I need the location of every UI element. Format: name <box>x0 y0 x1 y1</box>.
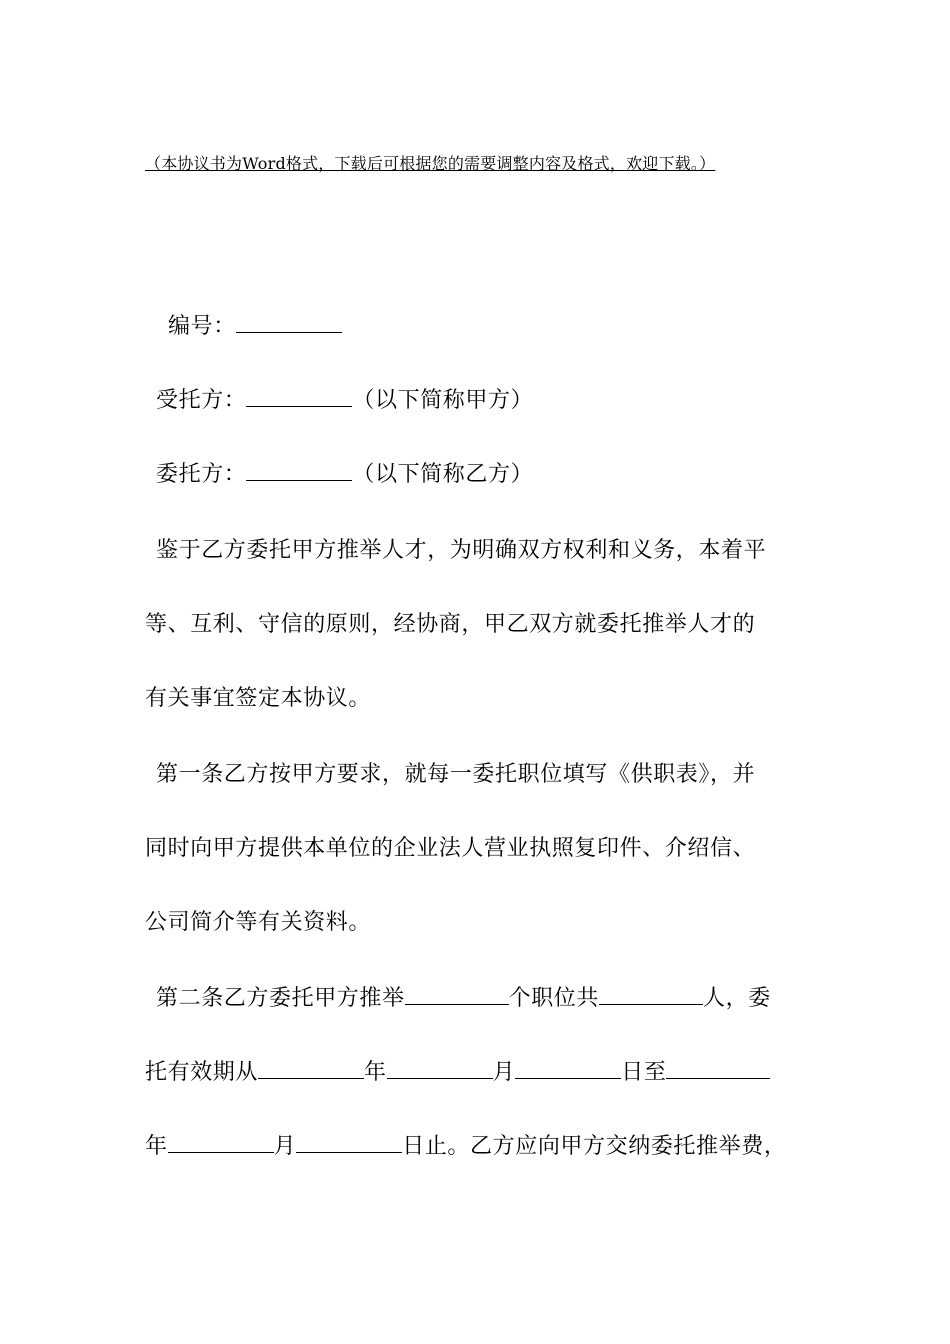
number-label: 编号： <box>168 314 236 339</box>
trustee-blank[interactable] <box>246 388 352 407</box>
article2-line-3 <box>145 1132 825 1162</box>
article2-month2-label: 月 <box>273 1134 297 1159</box>
number-line <box>168 312 848 342</box>
article1-line-2: 同时向甲方提供本单位的企业法人营业执照复印件、介绍信、 <box>145 836 756 861</box>
end-year-prefix-blank[interactable] <box>666 1060 770 1079</box>
article2-day-to-label: 日至 <box>621 1060 667 1085</box>
format-notice: （本协议书为Word格式，下载后可根据您的需要调整内容及格式，欢迎下载。） <box>145 154 716 173</box>
start-year-blank[interactable] <box>258 1060 364 1079</box>
client-label: 委托方： <box>156 462 247 487</box>
article2-text-a: 第二条乙方委托甲方推举 <box>156 986 405 1011</box>
article2-year2-label: 年 <box>145 1134 168 1159</box>
article1-line-1: 第一条乙方按甲方要求，就每一委托职位填写《供职表》，并 <box>156 762 756 787</box>
start-month-blank[interactable] <box>387 1060 493 1079</box>
end-month-blank[interactable] <box>168 1134 274 1153</box>
article1-line-3: 公司简介等有关资料。 <box>145 910 372 935</box>
intro-line-1: 鉴于乙方委托甲方推举人才，为明确双方权利和义务，本着平 <box>156 538 767 563</box>
article2-text-d: 托有效期从 <box>145 1060 259 1085</box>
trustee-label: 受托方： <box>156 388 247 413</box>
article2-line-2 <box>145 1058 825 1088</box>
article2-line-1 <box>156 984 836 1014</box>
article2-text-b: 个职位共 <box>508 986 600 1011</box>
client-line <box>156 460 836 490</box>
article2-text-end: 日止。乙方应向甲方交纳委托推举费， <box>402 1134 787 1159</box>
client-suffix: （以下简称乙方） <box>352 462 534 487</box>
intro-line-2: 等、互利、守信的原则，经协商，甲乙双方就委托推举人才的 <box>145 612 756 637</box>
positions-blank[interactable] <box>405 986 509 1005</box>
article2-year-label: 年 <box>364 1060 387 1085</box>
article2-text-c: 人，委 <box>703 986 771 1011</box>
client-blank[interactable] <box>246 462 352 481</box>
number-blank[interactable] <box>236 314 342 333</box>
article2-month-label: 月 <box>492 1060 516 1085</box>
people-blank[interactable] <box>599 986 703 1005</box>
trustee-line <box>156 386 836 416</box>
intro-line-3: 有关事宜签定本协议。 <box>145 686 372 711</box>
trustee-suffix: （以下简称甲方） <box>352 388 534 413</box>
start-day-blank[interactable] <box>515 1060 621 1079</box>
end-day-blank[interactable] <box>296 1134 402 1153</box>
